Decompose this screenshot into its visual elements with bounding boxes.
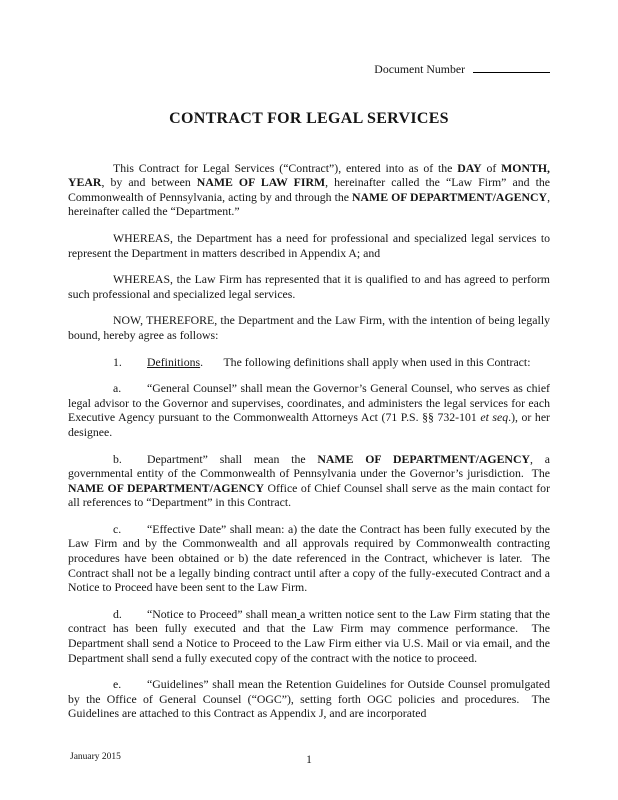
- item-letter: a.: [113, 381, 122, 396]
- document-content: [68, 62, 550, 721]
- item-letter: e.: [113, 677, 122, 692]
- definition-item-b: [68, 452, 550, 510]
- item-text: “General Counsel” shall mean the Governor’s General Counsel, who serves as chief legal advisor to the Governor and supervises, coordinates, and administers the legal services for each Executive Agency pursuant to the Commonwealth Attorneys Act (71 P.S. §§ 732-101 et seq.), or her designee.: [68, 381, 550, 439]
- section-definitions-heading: [68, 355, 550, 370]
- item-text: “Effective Date” shall mean: a) the date the Contract has been fully executed by the Law Firm and by the Commonwealth and all approvals required by Commonwealth contracting procedures have been obtained or b) the date referenced in the Contract, whichever is later. The Contract shall not be a legally binding contract until after a copy of the fully-executed Contract and a Notice to Proceed have been sent to the Law Firm.: [68, 521, 550, 595]
- item-text: Department” shall mean the NAME OF DEPARTMENT/AGENCY, a governmental entity of the Commonwealth of Pennsylvania under the Governor’s jurisdiction. The NAME OF DEPARTMENT/AGENCY Office of Chief Counsel shall serve as the main contact for all references to “Department” in this Contract.: [68, 451, 550, 510]
- footer-page-number: 1: [306, 754, 312, 766]
- item-text: “Notice to Proceed” shall mean a written notice sent to the Law Firm stating that the contract has been fully executed and that the Law Firm may commence performance. The Department shall send a Notice to Proceed to the Law Firm either via U.S. Mail or via email, and the Department shall send a fully executed copy of the contract with the notice to proceed.: [68, 606, 550, 665]
- paragraph-whereas-2: WHEREAS, the Law Firm has represented that it is qualified to and has agreed to perform such professional and specialized legal services.: [68, 272, 550, 301]
- definition-item-e: [68, 677, 550, 721]
- paragraph-intro: This Contract for Legal Services (“Contract”), entered into as of the DAY of MONTH, YEAR, by and between NAME OF LAW FIRM, hereinafter called the “Law Firm” and the Commonwealth of Pennsylvania, acting by and through the NAME OF DEPARTMENT/AGENCY, hereinafter called the “Department.”: [68, 160, 551, 219]
- item-letter: c.: [113, 521, 122, 536]
- definition-item-c: [68, 522, 550, 595]
- item-text: Definitions. The following definitions shall apply when used in this Contract:: [147, 354, 531, 369]
- definition-item-d: [68, 607, 550, 665]
- document-number: [68, 62, 550, 77]
- paragraph-now-therefore: NOW, THEREFORE, the Department and the Law Firm, with the intention of being legally bound, hereby agree as follows:: [68, 313, 550, 342]
- item-letter: d.: [113, 606, 122, 621]
- page-title: CONTRACT FOR LEGAL SERVICES: [169, 109, 449, 127]
- definition-item-a: [68, 381, 550, 439]
- item-letter: b.: [113, 451, 122, 466]
- paragraph-whereas-1: WHEREAS, the Department has a need for professional and specialized legal services to represent the Department in matters described in Appendix A; and: [68, 230, 550, 260]
- document-number-blank-line: [473, 62, 550, 73]
- document-number-label: Document Number: [374, 62, 466, 77]
- item-number: 1.: [113, 354, 122, 369]
- item-text: “Guidelines” shall mean the Retention Guidelines for Outside Counsel promulgated by the Office of General Counsel (“OGC”), setting forth OGC policies and procedures. The Guidelines are attached to this Contract as Appendix J, and are incorporated: [68, 677, 550, 721]
- footer-revision-date: January 2015: [70, 752, 121, 762]
